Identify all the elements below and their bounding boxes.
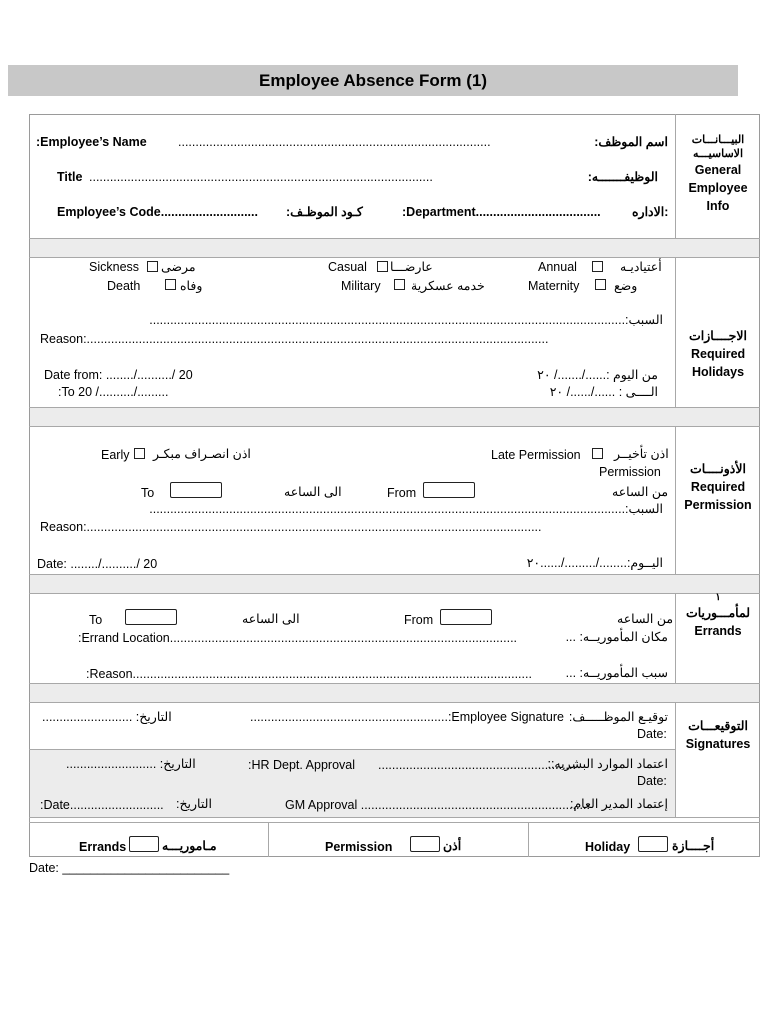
bottom-divider bbox=[268, 822, 269, 857]
death-label: Death bbox=[107, 279, 141, 293]
military-checkbox[interactable] bbox=[394, 279, 405, 290]
errand-to-label-ar: الى الساعه bbox=[242, 612, 300, 626]
permission-reason-field[interactable]: Reason:................................................................................................................................... bbox=[40, 520, 542, 534]
errand-to-label: To bbox=[89, 613, 103, 627]
holiday-reason-field-ar[interactable]: السبب:......................................................................................................................................... bbox=[149, 313, 663, 327]
errands-label bbox=[677, 592, 759, 640]
permission-type-label-ar: أذن bbox=[443, 839, 462, 853]
form-date-field[interactable]: Date: ________________________ bbox=[29, 861, 230, 875]
gm-approval-date-label-ar: التاريخ: bbox=[176, 797, 212, 811]
label-column-divider bbox=[675, 114, 676, 817]
errands-type-box[interactable] bbox=[129, 836, 159, 852]
holiday-date-to-ar[interactable]: الــــى : ....../....../ ٢٠ bbox=[549, 385, 658, 399]
divider bbox=[29, 822, 760, 823]
holidays-label-en: Required Holidays bbox=[691, 347, 746, 379]
divider bbox=[29, 683, 760, 684]
casual-label-ar: عارضـــا bbox=[390, 260, 433, 274]
late-permission-checkbox[interactable] bbox=[592, 448, 603, 459]
signatures-label-en: Signatures bbox=[685, 737, 751, 751]
errand-location-label-ar: مكان المأموريــه: ... bbox=[565, 630, 668, 644]
employee-signature-field[interactable]: .........................................................:Employee Signature bbox=[250, 710, 564, 724]
separator-band bbox=[30, 683, 759, 702]
military-label-ar: خدمه عسكرية bbox=[411, 279, 485, 293]
maternity-label: Maternity bbox=[528, 279, 580, 293]
gm-approval-date-field[interactable]: :Date........................... bbox=[40, 798, 164, 812]
title-label: Title bbox=[57, 170, 83, 184]
permission-date[interactable]: Date: ......../........../ 20 bbox=[37, 557, 158, 571]
holiday-type-label: Holiday bbox=[585, 840, 631, 854]
bottom-divider bbox=[528, 822, 529, 857]
errand-reason-field[interactable]: :Reason................................................................................................................... bbox=[86, 667, 532, 681]
errands-type-label-ar: مـاموريـــه bbox=[162, 839, 217, 853]
general-info-label-en: General Employee Info bbox=[688, 163, 748, 213]
divider bbox=[29, 574, 760, 575]
department-field[interactable]: :Department.................................... bbox=[402, 205, 601, 219]
divider bbox=[29, 238, 760, 239]
title-label-ar: الوظيفـــــــه: bbox=[587, 170, 658, 184]
errand-location-field[interactable]: :Errand Location.................................................................................................... bbox=[78, 631, 518, 645]
early-label-ar: اذن انصـراف مبكـر bbox=[153, 447, 251, 461]
annual-label-ar: أعتياديـه bbox=[620, 260, 662, 274]
signatures-label bbox=[677, 717, 759, 753]
permission-word: Permission bbox=[599, 465, 661, 479]
employee-signature-date-label: Date: bbox=[637, 727, 667, 741]
maternity-checkbox[interactable] bbox=[595, 279, 606, 290]
employee-signature-label-ar: توقيـع الموظـــــف: bbox=[568, 710, 668, 724]
department-label-ar: :الاداره bbox=[632, 205, 669, 219]
holiday-type-box[interactable] bbox=[638, 836, 668, 852]
errand-from-time-box[interactable] bbox=[440, 609, 492, 625]
permission-from-label-ar: من الساعه bbox=[612, 485, 669, 499]
holiday-date-from[interactable]: Date from: ......../........../ 20 bbox=[44, 368, 193, 382]
hr-approval-label-ar: اعتماد الموارد البشريه:: bbox=[547, 757, 668, 771]
permission-to-label-ar: الى الساعه bbox=[284, 485, 342, 499]
holiday-reason-field[interactable]: Reason:..................................................................................................................................... bbox=[40, 332, 549, 346]
divider bbox=[29, 407, 760, 408]
permission-to-time-box[interactable] bbox=[170, 482, 222, 498]
divider bbox=[29, 749, 675, 750]
permission-to-label: To bbox=[141, 486, 155, 500]
holidays-label bbox=[677, 327, 759, 381]
employee-code-field[interactable]: Employee’s Code............................ bbox=[57, 205, 258, 219]
title-field[interactable]: ................................................................................................... bbox=[89, 170, 433, 184]
divider bbox=[29, 593, 760, 594]
annual-label: Annual bbox=[538, 260, 577, 274]
errands-label-ar: لمأمـــوريات bbox=[685, 606, 751, 620]
hr-approval-date-label: Date: bbox=[637, 774, 667, 788]
hr-approval-label: :HR Dept. Approval bbox=[248, 758, 355, 772]
annual-checkbox[interactable] bbox=[592, 261, 603, 272]
early-checkbox[interactable] bbox=[134, 448, 145, 459]
death-checkbox[interactable] bbox=[165, 279, 176, 290]
employee-code-label-ar: كـود الموظـف: bbox=[286, 205, 363, 219]
holiday-type-label-ar: أجــــازة bbox=[672, 839, 715, 853]
holiday-date-from-ar[interactable]: من اليوم :....../......./ ٢٠ bbox=[537, 368, 658, 382]
divider bbox=[29, 817, 760, 818]
signatures-label-ar: التوقيعـــات bbox=[688, 719, 748, 733]
hr-approval-field[interactable]: ......................................................... bbox=[378, 758, 576, 772]
permission-label-ar: الأذونــــات bbox=[690, 462, 746, 476]
form-title-bar bbox=[8, 65, 738, 96]
permission-type-box[interactable] bbox=[410, 836, 440, 852]
errand-from-label: From bbox=[404, 613, 434, 627]
early-label: Early bbox=[101, 448, 130, 462]
divider bbox=[29, 426, 760, 427]
holidays-label-ar: الاجــــازات bbox=[688, 329, 748, 343]
holiday-date-to[interactable]: :To 20 /........../......... bbox=[58, 385, 169, 399]
errand-from-label-ar: من الساعه bbox=[617, 612, 674, 626]
death-label-ar: وفاه bbox=[180, 279, 203, 293]
errands-label-num: ١ bbox=[715, 592, 721, 603]
form-title: Employee Absence Form (1) bbox=[259, 71, 487, 90]
general-info-label bbox=[677, 133, 759, 215]
separator-band bbox=[30, 574, 759, 593]
separator-band bbox=[30, 238, 759, 257]
sickness-label: Sickness bbox=[89, 260, 140, 274]
sickness-checkbox[interactable] bbox=[147, 261, 158, 272]
permission-from-label: From bbox=[387, 486, 417, 500]
errand-to-time-box[interactable] bbox=[125, 609, 177, 625]
permission-from-time-box[interactable] bbox=[423, 482, 475, 498]
employee-signature-date-field[interactable]: التاريخ: .......................... bbox=[42, 710, 172, 724]
late-permission-label-ar: اذن تأخيــر bbox=[614, 447, 669, 461]
permission-type-label: Permission bbox=[325, 840, 393, 854]
late-permission-label: Late Permission bbox=[491, 448, 581, 462]
divider bbox=[29, 257, 760, 258]
permission-label bbox=[677, 460, 759, 514]
errand-reason-label-ar: سبب المأموريــه: ... bbox=[565, 666, 668, 680]
hr-approval-date-field[interactable]: التاريخ: .......................... bbox=[66, 757, 196, 771]
permission-date-ar[interactable]: اليــوم:......../........./......٢٠ bbox=[526, 556, 663, 570]
casual-label: Casual bbox=[328, 260, 367, 274]
employee-name-field[interactable]: .......................................................................................... bbox=[178, 135, 491, 149]
casual-checkbox[interactable] bbox=[377, 261, 388, 272]
permission-label-en: Required Permission bbox=[684, 480, 752, 512]
sickness-label-ar: مرضى bbox=[161, 260, 196, 274]
separator-band bbox=[30, 407, 759, 426]
divider bbox=[29, 702, 760, 703]
gm-approval-label-ar: إعتماد المدير العام: bbox=[569, 797, 668, 811]
errands-type-label: Errands bbox=[79, 840, 127, 854]
maternity-label-ar: وضع bbox=[614, 279, 638, 293]
military-label: Military bbox=[341, 279, 381, 293]
general-info-label-ar: البيـــانـــات الاساسيـــه bbox=[691, 134, 745, 160]
employee-name-label-ar: اسم الموظف: bbox=[594, 135, 668, 149]
employee-name-label: :Employee’s Name bbox=[36, 135, 147, 149]
permission-reason-field-ar[interactable]: السبب:......................................................................................................................................... bbox=[149, 502, 663, 516]
errands-label-en: Errands bbox=[694, 624, 742, 638]
gm-approval-field[interactable]: GM Approval .................................................................. bbox=[285, 798, 590, 812]
